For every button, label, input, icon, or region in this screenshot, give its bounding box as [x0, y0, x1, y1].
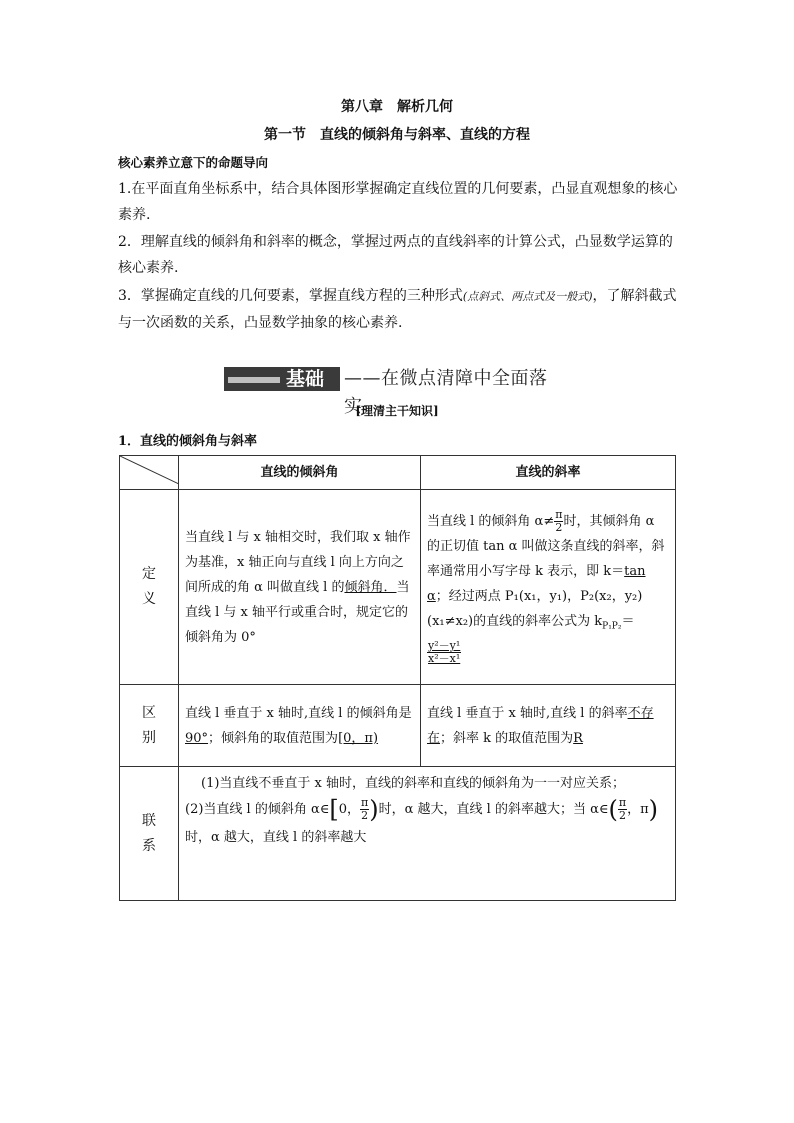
table-row-difference	[120, 685, 676, 767]
relation-2-text-e: 时，α 越大，直线 l 的斜率越大	[185, 830, 367, 845]
diff-slope-nonexistent: 不存在	[427, 705, 654, 746]
table-corner-cell	[120, 456, 179, 490]
diff-slope-text-a: 直线 l 垂直于 x 轴时,直线 l 的斜率	[427, 705, 628, 721]
section-title: 第一节 直线的倾斜角与斜率、直线的方程	[264, 127, 530, 143]
row-label-def-2: 义	[142, 591, 156, 607]
row-label-link-1: 联	[142, 812, 156, 829]
right-paren-b: )	[648, 795, 659, 824]
rel-frac-pi-b: π	[618, 796, 627, 809]
core-heading: 核心素养立意下的命题导向	[118, 155, 269, 170]
def-slope-eq: ＝	[621, 614, 635, 630]
diff-slope-range: R	[573, 730, 583, 746]
diff-angle-text-a: 直线 l 垂直于 x 轴时,直线 l 的倾斜角是	[185, 705, 412, 721]
rel-frac-two-b: 2	[619, 809, 626, 822]
objective-3	[118, 283, 678, 336]
relation-line-1: (1)当直线不垂直于 x 轴时，直线的斜率和直线的倾斜角为一一对应关系；	[201, 776, 626, 791]
row-label-def-1: 定	[142, 566, 156, 582]
row-label-link-2: 系	[142, 837, 156, 854]
definition-angle-cell	[179, 490, 421, 685]
row-label-diff-1: 区	[142, 704, 156, 721]
def-slope-text-b: 时，其倾斜角 α 的正切值 tan α 叫做这条直线的斜率，斜率通常用小写字母 k 表示，即 k＝	[427, 514, 665, 580]
difference-slope-cell	[421, 685, 676, 767]
left-bracket: [	[329, 795, 339, 824]
banner-stripe	[228, 377, 280, 383]
relation-2-text-b: 0，	[338, 802, 361, 817]
def-slope-text-a: 当直线 l 的倾斜角 α≠	[427, 514, 555, 530]
objective-3-forms: (点斜式、两点式及一般式)	[462, 290, 593, 303]
row-label-difference	[120, 685, 179, 767]
objective-3-text-a: 3．掌握确定直线的几何要素，掌握直线方程的三种形式	[118, 288, 463, 304]
slope-formula-numerator: y²－y¹	[428, 638, 461, 652]
frac-pi: π	[555, 508, 563, 522]
definition-slope-cell	[421, 490, 676, 685]
header-slope: 直线的斜率	[421, 456, 676, 490]
diff-slope-text-b: ；斜率 k 的取值范围为	[440, 730, 574, 746]
slope-subscript: P₁P₂	[602, 621, 622, 632]
header-angle: 直线的倾斜角	[179, 456, 421, 490]
relation-2-text-c: 时，α 越大，直线 l 的斜率越大；当 α∈	[378, 802, 609, 817]
relation-2-text-a: (2)当直线 l 的倾斜角 α∈	[185, 802, 330, 817]
diff-angle-range: [0，π)	[338, 730, 379, 746]
knowledge-title: [理清主干知识]	[355, 404, 439, 418]
rel-frac-two-a: 2	[361, 809, 369, 822]
slope-formula-fraction	[427, 640, 461, 665]
objective-3-text-b: ，了解斜截式与一次函数的关系，凸显数学抽象的核心素养.	[118, 288, 677, 331]
def-angle-text-a: 当直线 l 与 x 轴相交时，我们取 x 轴作为基准，x 轴正向与直线 l 向上方向之间所成的角 α 叫做直线 l 的	[185, 529, 411, 595]
relation-cell	[179, 767, 676, 901]
right-paren-a: )	[369, 795, 379, 824]
diff-angle-text-b: ；倾斜角的取值范围为	[208, 730, 339, 746]
diagonal-line	[120, 456, 179, 484]
item-1-title: 1．直线的倾斜角与斜率	[118, 434, 258, 449]
frac-two: 2	[555, 521, 563, 535]
banner-subtitle: ——在微点清障中全面落实	[344, 368, 548, 417]
relation-pi-over-2-a	[360, 797, 369, 822]
slope-formula-denominator: x²－x¹	[428, 651, 461, 665]
chapter-title: 第八章 解析几何	[341, 99, 453, 115]
objective-2: 2．理解直线的倾斜角和斜率的概念，掌握过两点的直线斜率的计算公式，凸显数学运算的核心素养.	[118, 234, 673, 276]
relation-pi-over-2-b	[618, 797, 627, 822]
banner-key: 基础	[286, 368, 325, 390]
rel-frac-pi-a: π	[361, 796, 369, 809]
row-label-definition	[120, 490, 179, 685]
objective-1: 1.在平面直角坐标系中，结合具体图形掌握确定直线位置的几何要素，凸显直观想象的核心素养.	[118, 181, 678, 223]
def-angle-underlined: 倾斜角．	[344, 579, 397, 595]
comparison-table	[119, 455, 676, 901]
table-row-relation	[120, 767, 676, 901]
relation-2-text-d: ，π	[627, 802, 649, 817]
def-slope-underlined: tan α	[427, 564, 646, 605]
table-row-definition	[120, 490, 676, 685]
difference-angle-cell	[179, 685, 421, 767]
row-label-diff-2: 别	[142, 729, 156, 746]
left-paren-b: (	[608, 795, 618, 824]
table-header-row	[120, 456, 676, 490]
relation-line-2	[185, 796, 669, 852]
def-slope-text-c: ；经过两点 P₁(x₁，y₁)，P₂(x₂，y₂)(x₁≠x₂)的直线的斜率公式为 k	[427, 589, 643, 630]
row-label-relation	[120, 767, 179, 901]
def-angle-text-b: 当直线 l 与 x 轴平行或重合时，规定它的倾斜角为 0°	[185, 579, 410, 645]
diff-angle-90: 90°	[185, 730, 209, 746]
